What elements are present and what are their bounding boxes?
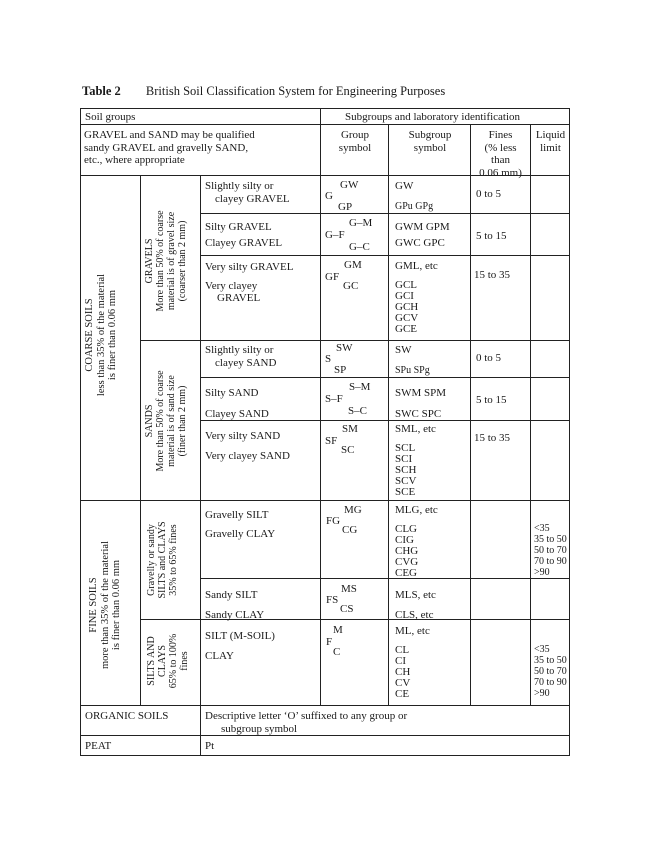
rule-gravel-sand [140,340,570,341]
row-f2-desc: Sandy SILT Sandy CLAY [205,589,265,621]
subgroups-header: Subgroups and laboratory identification [345,111,521,123]
group-symbol: SM [342,423,358,435]
row-f3-liquid-limit: <35 35 to 50 50 to 70 70 to 90 >90 [534,644,567,699]
rule-coarse-fine [80,500,570,501]
group-symbol: C [333,646,341,658]
row-s1-desc: Slightly silty or clayey SAND [205,344,277,369]
row-g2-fines: 5 to 15 [476,230,507,242]
rule-g2 [200,255,570,256]
row-s2-desc: Silty SAND Clayey SAND [205,387,269,420]
group-symbol: SP [334,364,347,376]
sands-label: SANDS More than 50% of coarse material is of sand size (finer than 2 mm) [144,370,188,472]
group-symbol: FG [326,515,341,527]
group-symbol: GM [344,259,362,271]
group-symbol: F [326,636,333,648]
row-g1-fines: 0 to 5 [476,188,502,200]
group-symbol: SF [325,435,338,447]
group-symbol: GC [343,280,359,292]
table-caption [82,84,445,99]
row-f2-sub: MLS, etc CLS, etc [395,589,436,621]
row-g2-desc: Silty GRAVEL Clayey GRAVEL [205,221,283,249]
group-symbol: CS [340,603,354,615]
gravel-note: GRAVEL and SAND may be qualified sandy GRAVEL and gravelly SAND, etc., where appropriate [84,129,255,166]
group-symbol: MS [341,583,357,595]
rule-f1 [200,578,570,579]
group-symbol-header: Group symbol [338,129,372,154]
group-symbol: M [333,624,343,636]
group-symbol: S–C [348,405,367,417]
row-s1-sub: SW SPu SPg [395,344,430,376]
row-g1-sub: GW GPu GPg [395,180,434,212]
row-f1-desc: Gravelly SILT Gravelly CLAY [205,509,276,540]
rule-v2 [200,175,201,755]
row-f3-sub: ML, etc CL CI CH CV CE [395,625,430,700]
row-s3-fines: 15 to 35 [474,432,511,444]
group-symbol: G–F [325,229,345,241]
peat-label: PEAT [85,740,112,752]
row-g2-sub: GWM GPM GWC GPC [395,221,450,249]
table-number: Table 2 [82,84,121,98]
rule-s1 [200,377,570,378]
group-symbol: FS [326,594,339,606]
subgroup-symbol-header: Subgroup symbol [408,129,452,154]
silts-clays-label: SILTS AND CLAYS 65% to 100% fines [146,633,190,689]
rule-header [80,124,570,125]
group-symbol: G [325,190,333,202]
row-s3-desc: Very silty SAND Very clayey SAND [205,430,290,462]
group-symbol: S [325,353,332,365]
group-symbol: MG [344,504,362,516]
rule-organic [80,705,570,706]
fine-soils-label: FINE SOILS more than 35% of the material is finer than 0.06 mm [88,541,122,669]
group-symbol: G–C [349,241,370,253]
row-g1-desc: Slightly silty or clayey GRAVEL [205,180,290,205]
liquid-limit-header: Liquid limit [535,129,566,154]
group-symbol: SC [341,444,355,456]
rule-v4 [388,124,389,705]
gravelly-silts-label: Gravelly or sandy SILTS and CLAYS 35% to 65% fines [146,521,179,599]
peat-desc: Pt [205,740,215,752]
row-f3-desc: SILT (M-SOIL) CLAY [205,630,275,662]
organic-soils-label: ORGANIC SOILS [85,710,169,722]
group-symbol: GW [340,179,359,191]
row-g3-fines: 15 to 35 [474,269,511,281]
rule-v3 [320,108,321,705]
row-g3-desc: Very silty GRAVEL Very clayey GRAVEL [205,261,294,304]
gravels-label: GRAVELS More than 50% of coarse material is of gravel size (coarser than 2 mm) [144,210,188,312]
rule-g1 [200,213,570,214]
organic-soils-desc: Descriptive letter ‘O’ suffixed to any group or subgroup symbol [205,710,408,735]
rule-v5 [470,124,471,705]
group-symbol: S–M [349,381,371,393]
rule-v6 [530,124,531,705]
table-title: British Soil Classification System for Engineering Purposes [145,84,446,98]
rule-peat [80,735,570,736]
soil-groups-header: Soil groups [85,111,136,123]
row-f1-liquid-limit: <35 35 to 50 50 to 70 70 to 90 >90 [534,523,567,578]
group-symbol: GF [325,271,340,283]
group-symbol: G–M [349,217,373,229]
fines-header: Fines (% less than 0.06 mm) [479,129,522,179]
row-s3-sub: SML, etc SCL SCI SCH SCV SCE [395,423,436,498]
group-symbol: S–F [325,393,343,405]
group-symbol: GP [338,201,353,213]
row-f1-sub: MLG, etc CLG CIG CHG CVG CEG [395,504,438,579]
row-s2-fines: 5 to 15 [476,394,507,406]
rule-v1 [140,175,141,705]
row-g3-sub: GML, etc GCL GCI GCH GCV GCE [395,260,438,335]
coarse-soils-label: COARSE SOILS less than 35% of the material is finer than 0.06 mm [84,273,118,397]
row-s2-sub: SWM SPM SWC SPC [395,387,447,420]
group-symbol: CG [342,524,358,536]
row-s1-fines: 0 to 5 [476,352,502,364]
group-symbol: SW [336,342,353,354]
